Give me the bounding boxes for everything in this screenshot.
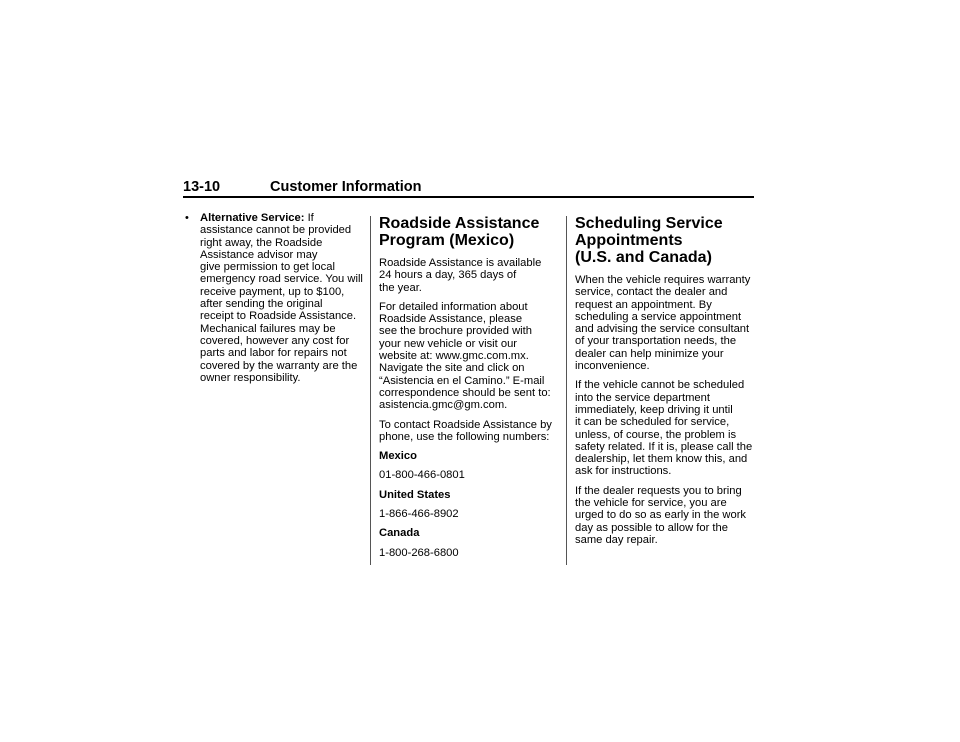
page-header <box>183 179 754 197</box>
header-rule <box>183 196 754 198</box>
roadside-phone-paragraph: To contact Roadside Assistance by phone, use the following numbers: <box>379 418 552 443</box>
bullet-title: Alternative Service: <box>200 212 305 224</box>
contact-number-canada: 1-800-268-6800 <box>379 546 459 559</box>
scheduling-paragraph-1: When the vehicle requires warranty service, contact the dealer and request an appointment. By scheduling a service appointment and advising the service consultant of your transportation needs, the dealer can help minimize your inconvenience. <box>575 274 751 373</box>
contact-number-united-states: 1-866-466-8902 <box>379 508 459 521</box>
scheduling-paragraph-2: If the vehicle cannot be scheduled into the service department immediately, keep driving it until it can be scheduled for service, unless, of course, the problem is safety related. If it is, please call the dealership, let them know this, and ask for instructions. <box>575 379 753 478</box>
bullet-item-alternative-service <box>185 212 365 384</box>
bullet-icon: • <box>185 212 189 224</box>
page-number: 13-10 <box>183 179 221 195</box>
column-divider-2 <box>566 216 567 565</box>
roadside-availability-paragraph: Roadside Assistance is available 24 hours a day, 365 days of the year. <box>379 257 542 294</box>
contact-label-mexico: Mexico <box>379 450 417 463</box>
roadside-info-paragraph: For detailed information about Roadside Assistance, please see the brochure provided with your new vehicle or visit our website at: www.gmc.com.mx. Navigate the site and click on “Asistencia en el Camino.” E-mail correspondence should be sent to: asistencia.gmc@gm.com. <box>379 300 551 412</box>
scheduling-paragraph-3: If the dealer requests you to bring the vehicle for service, you are urged to do so as early in the work day as possible to allow for the same day repair. <box>575 484 747 546</box>
roadside-mexico-heading: Roadside Assistance Program (Mexico) <box>379 215 540 249</box>
column-2 <box>379 215 561 566</box>
column-1 <box>185 212 365 391</box>
column-divider-1 <box>370 216 371 565</box>
column-3 <box>575 215 757 553</box>
section-title: Customer Information <box>270 179 422 195</box>
contact-label-canada: Canada <box>379 527 420 540</box>
scheduling-service-heading: Scheduling Service Appointments (U.S. and Canada) <box>575 215 723 266</box>
bullet-text: If assistance cannot be provided right away, the Roadside Assistance advisor may give permission to get local emergency road service. You will receive payment, up to $100, after sending the original receipt to Roadside Assistance. Mechanical failures may be covered, however any cost for parts and labor for repairs not covered by the warranty are the owner responsibility. <box>200 212 363 384</box>
contact-number-mexico: 01-800-466-0801 <box>379 469 465 482</box>
contact-label-united-states: United States <box>379 488 451 501</box>
